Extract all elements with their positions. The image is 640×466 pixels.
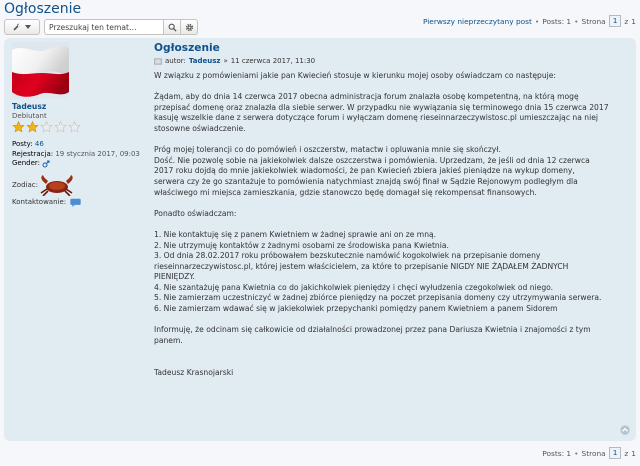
star-filled-icon — [26, 121, 39, 133]
content-line: panem. — [154, 335, 183, 345]
post-profile — [12, 42, 142, 207]
content-line: 5. Nie zamierzam uczestniczyć w żadnej zbiórce pieniędzy na poczet przepisania domeny czy utrzymywania serwera. — [154, 293, 602, 303]
date-separator: » — [223, 57, 228, 65]
top-pagination — [423, 15, 636, 27]
zodiac-row — [12, 174, 142, 196]
rating-stars — [12, 121, 142, 133]
content-line: stosowne oświadczenie. — [154, 123, 246, 133]
contact-row — [12, 198, 142, 207]
post-author-name[interactable]: Tadeusz — [188, 57, 221, 65]
content-line: serwera czy że go szantażuje to pomówienia natychmiast znajdą swój finał w Sądzie Rejonowym podległym dla — [154, 176, 578, 186]
separator: • — [574, 16, 579, 26]
avatar — [12, 42, 69, 99]
registered-date: 19 stycznia 2017, 09:03 — [55, 149, 140, 158]
post-author — [154, 57, 629, 65]
chevron-down-icon — [25, 25, 31, 29]
speech-bubble-icon[interactable] — [70, 198, 81, 207]
content-line: Informuję, że odcinam się całkowicie od działalności prowadzonej przez pana Dariusza Kwietnia i znajomości z tym — [154, 325, 591, 335]
current-page[interactable]: 1 — [609, 447, 622, 459]
content-line: W związku z pomówieniami jakie pan Kwiecień stosuje w kierunku mojej osoby oświadczam co następuje: — [154, 71, 556, 80]
page-title[interactable]: Ogłoszenie — [4, 1, 82, 17]
registered-label: Rejestracja: — [12, 149, 54, 158]
user-rank: Debiutant — [12, 112, 47, 120]
post-title[interactable]: Ogłoszenie — [154, 42, 220, 54]
content-line: Żądam, aby do dnia 14 czerwca 2017 obecna administracja forum znalazła osobę kompetentną, na którą mogę — [154, 92, 579, 102]
gear-icon — [185, 23, 194, 32]
content-line: 6. Nie zamierzam wdawać się w jakiekolwiek przepychanki pomiędzy panem Kwietniem a panem Sidorem — [154, 304, 558, 314]
content-line: rieseinnarzeczywistosc.pl, której jestem właścicielem, za które to przepisanie NIGDY NIE ŻĄDAŁEM ŻADNYCH — [154, 261, 569, 271]
crab-zodiac-icon — [38, 174, 76, 196]
author-prefix: autor: — [165, 57, 186, 65]
content-line: właściwego mi miejsca zamieszkania, gdzie stanowczo będę domagał się rekompensat finansowych. — [154, 187, 537, 197]
star-empty-icon — [40, 121, 53, 133]
content-line: Ponadto oświadczam: — [154, 208, 237, 218]
search-button[interactable] — [164, 19, 181, 35]
search-input[interactable] — [44, 19, 164, 35]
separator: • — [574, 448, 579, 458]
blank-line — [154, 198, 629, 209]
current-page[interactable]: 1 — [609, 15, 622, 27]
topic-toolbar — [4, 19, 198, 35]
arrow-up-circle-icon — [620, 425, 630, 435]
blank-line — [154, 135, 629, 146]
posts-label: Posty: — [12, 140, 33, 148]
content-line: PIENIĘDZY. — [154, 272, 195, 282]
separator: • — [534, 16, 540, 26]
topic-search — [44, 19, 198, 35]
post-count: Posts: 1 — [542, 16, 572, 26]
content-line: Dość. Nie pozwolę sobie na jakiekolwiek dalsze oszczerstwa i pomówienia. Uprzedzam, że jeśli od dnia 12 czerwca — [154, 155, 590, 165]
star-empty-icon — [68, 121, 81, 133]
star-filled-icon — [12, 121, 25, 133]
blank-line — [154, 219, 629, 230]
page-of: z — [624, 448, 629, 458]
content-line: kasuję wszelkie dane z serwera dotyczące forum i wyłączam domenę rieseinnarzeczywistosc.pl umieszczając na niej — [154, 113, 599, 123]
blank-line — [154, 357, 629, 368]
content-line: przepisać domenę oraz znalazła dla siebie serwer. W przypadku nie wywiązania się terminowego dnia 15 czerwca 2017 — [154, 102, 609, 112]
star-empty-icon — [54, 121, 67, 133]
posts-count[interactable]: 46 — [34, 140, 44, 148]
gender-label: Gender: — [12, 159, 41, 168]
total-pages: 1 — [631, 448, 636, 458]
content-line: 4. Nie szantażuję pana Kwietnia co do jakichkolwiek pieniędzy i chęci wyłudzenia czegokolwiek od niego. — [154, 282, 554, 292]
content-line: Próg mojej tolerancji co do pomówień i oszczerstw, matactw i opluwania mnie się skończył. — [154, 145, 501, 155]
username[interactable]: Tadeusz — [12, 102, 47, 111]
post-count: Posts: 1 — [542, 448, 572, 458]
post-body — [154, 40, 629, 378]
blank-line — [154, 346, 629, 357]
bottom-pagination — [542, 447, 636, 459]
post-date: 11 czerwca 2017, 11:30 — [230, 57, 316, 65]
advanced-search-button[interactable] — [181, 19, 198, 35]
content-line: 3. Od dnia 28.02.2017 roku próbowałem bezskutecznie namówić kogokolwiek na przepisanie domeny — [154, 251, 541, 261]
post-content — [154, 71, 629, 378]
content-line: Tadeusz Krasnojarski — [154, 367, 234, 377]
content-line: 2017 roku dojdą do mnie jakiekolwiek wiadomości, że pan Kwiecień zbiera jakieś pieniądze na wykup domeny, — [154, 166, 575, 176]
blank-line — [154, 82, 629, 93]
contact-label: Kontaktowanie: — [12, 198, 67, 207]
first-unread-link[interactable]: Pierwszy nieprzeczytany post — [422, 16, 532, 26]
post — [4, 38, 636, 441]
wrench-icon — [13, 23, 22, 32]
male-icon — [42, 160, 50, 168]
post-icon[interactable] — [154, 58, 162, 65]
topic-tools-button[interactable] — [4, 19, 40, 35]
content-line: 2. Nie utrzymuję kontaktów z żadnymi osobami ze środowiska pana Kwietnia. — [154, 240, 449, 250]
back-to-top-button[interactable] — [620, 425, 630, 435]
content-line: 1. Nie kontaktuję się z panem Kwietniem w żadnej sprawie ani on ze mną. — [154, 229, 437, 239]
zodiac-label: Zodiac: — [12, 180, 38, 189]
page-label: Strona — [581, 448, 606, 458]
page-label: Strona — [581, 16, 606, 26]
profile-details — [12, 140, 142, 169]
total-pages: 1 — [631, 16, 636, 26]
search-icon — [168, 23, 177, 32]
blank-line — [154, 315, 629, 326]
page-of: z — [624, 16, 629, 26]
